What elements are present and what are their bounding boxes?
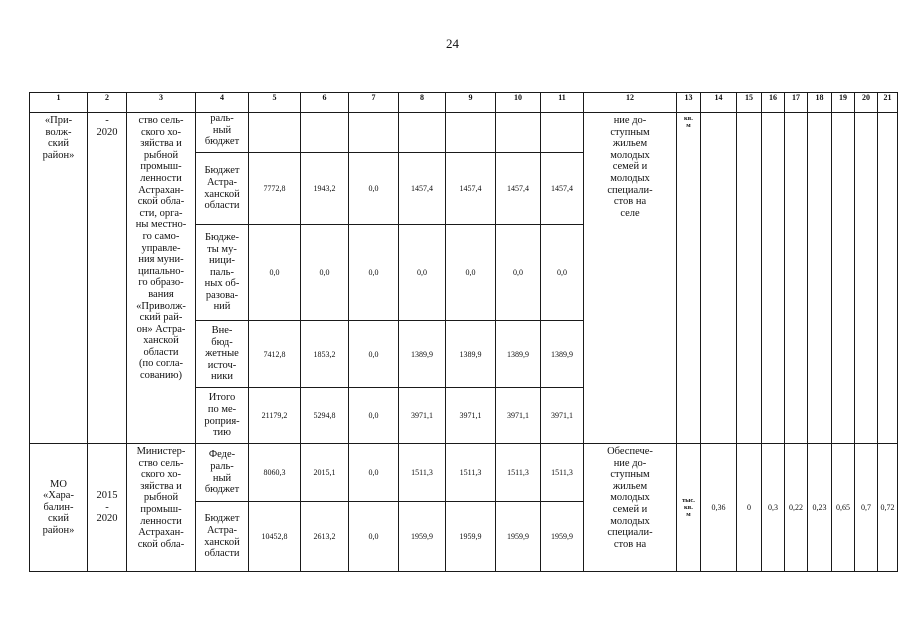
value-cell: 1959,9 [496, 502, 541, 572]
header-cell: 8 [399, 93, 446, 113]
header-cell: 1 [30, 93, 88, 113]
indicator-value-cell: 0,65 [832, 444, 855, 572]
header-cell: 6 [301, 93, 349, 113]
value-cell: 1511,3 [446, 444, 496, 502]
indicator-cell [701, 113, 737, 444]
indicator-cell [808, 113, 832, 444]
value-cell: 1943,2 [301, 153, 349, 225]
header-cell: 11 [541, 93, 584, 113]
value-cell: 1511,3 [399, 444, 446, 502]
value-cell: 0,0 [349, 388, 399, 444]
header-cell: 20 [855, 93, 878, 113]
indicator-value-cell: 0,22 [785, 444, 808, 572]
header-cell: 18 [808, 93, 832, 113]
unit-cell: тыс. кв. м [677, 444, 701, 572]
indicator-value-cell: 0,3 [762, 444, 785, 572]
value-cell: 1853,2 [301, 321, 349, 388]
value-cell: 0,0 [446, 225, 496, 321]
value-cell: 1959,9 [446, 502, 496, 572]
value-cell: 0,0 [541, 225, 584, 321]
value-cell: 1389,9 [446, 321, 496, 388]
value-cell: 3971,1 [541, 388, 584, 444]
header-cell: 12 [584, 93, 677, 113]
value-cell: 1959,9 [541, 502, 584, 572]
source-cell: Феде- раль- ный бюджет [196, 444, 249, 502]
header-cell: 15 [737, 93, 762, 113]
source-cell: Бюдже- ты му- ници- паль- ных об- разова- ний [196, 225, 249, 321]
value-cell: 2015,1 [301, 444, 349, 502]
value-cell [301, 113, 349, 153]
indicator-value-cell: 0 [737, 444, 762, 572]
indicator-name-cell: ние до- ступным жильем молодых семей и молодых специали- стов на селе [584, 113, 677, 444]
period-cell: 2015 - 2020 [88, 444, 127, 572]
indicator-cell [762, 113, 785, 444]
value-cell [349, 113, 399, 153]
source-cell: раль- ный бюджет [196, 113, 249, 153]
value-cell [446, 113, 496, 153]
value-cell: 1959,9 [399, 502, 446, 572]
indicator-cell [855, 113, 878, 444]
source-cell: Бюджет Астра- ханской области [196, 502, 249, 572]
indicator-cell [785, 113, 808, 444]
header-cell: 4 [196, 93, 249, 113]
indicator-value-cell: 0,36 [701, 444, 737, 572]
value-cell: 0,0 [349, 153, 399, 225]
value-cell: 0,0 [349, 321, 399, 388]
header-cell: 21 [878, 93, 898, 113]
value-cell: 0,0 [399, 225, 446, 321]
header-row [30, 93, 898, 113]
header-cell: 7 [349, 93, 399, 113]
value-cell: 1389,9 [496, 321, 541, 388]
indicator-cell [878, 113, 898, 444]
value-cell: 10452,8 [249, 502, 301, 572]
value-cell: 1389,9 [541, 321, 584, 388]
budget-table [29, 92, 898, 572]
value-cell: 1511,3 [541, 444, 584, 502]
header-cell: 17 [785, 93, 808, 113]
value-cell: 0,0 [349, 502, 399, 572]
period-cell: - 2020 [88, 113, 127, 444]
header-cell: 9 [446, 93, 496, 113]
value-cell: 1511,3 [496, 444, 541, 502]
value-cell: 8060,3 [249, 444, 301, 502]
value-cell: 3971,1 [496, 388, 541, 444]
header-cell: 10 [496, 93, 541, 113]
value-cell: 2613,2 [301, 502, 349, 572]
value-cell: 0,0 [301, 225, 349, 321]
district-cell: МО «Хара- балин- ский район» [30, 444, 88, 572]
unit-cell: кв. м [677, 113, 701, 444]
header-cell: 13 [677, 93, 701, 113]
value-cell: 1457,4 [496, 153, 541, 225]
header-cell: 16 [762, 93, 785, 113]
page-number: 24 [446, 36, 459, 51]
value-cell: 1457,4 [446, 153, 496, 225]
value-cell: 0,0 [496, 225, 541, 321]
value-cell: 1389,9 [399, 321, 446, 388]
value-cell: 3971,1 [446, 388, 496, 444]
source-cell: Бюджет Астра- ханской области [196, 153, 249, 225]
value-cell [249, 113, 301, 153]
header-cell: 19 [832, 93, 855, 113]
value-cell [399, 113, 446, 153]
executor-cell: ство сель- ского хо- зяйства и рыбной промыш- ленности Астрахан- ской обла- сти, орга- ны местно- го само- управле- ния муни- ципально- го образо- вания «Приволж- ский рай- он» Астра- ханской области (по согла- сованию) [127, 113, 196, 444]
header-cell: 5 [249, 93, 301, 113]
header-cell: 2 [88, 93, 127, 113]
indicator-cell [737, 113, 762, 444]
source-cell: Вне- бюд- жетные источ- ники [196, 321, 249, 388]
value-cell [496, 113, 541, 153]
executor-cell: Министер- ство сель- ского хо- зяйства и рыбной промыш- ленности Астрахан- ской обла- [127, 444, 196, 572]
value-cell: 1457,4 [541, 153, 584, 225]
table-row [30, 113, 898, 153]
value-cell: 3971,1 [399, 388, 446, 444]
value-cell: 7412,8 [249, 321, 301, 388]
value-cell: 21179,2 [249, 388, 301, 444]
value-cell: 5294,8 [301, 388, 349, 444]
value-cell: 7772,8 [249, 153, 301, 225]
indicator-value-cell: 0,72 [878, 444, 898, 572]
indicator-value-cell: 0,7 [855, 444, 878, 572]
indicator-name-cell: Обеспече- ние до- ступным жильем молодых семей и молодых специали- стов на [584, 444, 677, 572]
indicator-value-cell: 0,23 [808, 444, 832, 572]
header-cell: 14 [701, 93, 737, 113]
value-cell: 0,0 [349, 444, 399, 502]
source-cell: Итого по ме- роприя- тию [196, 388, 249, 444]
table-row [30, 444, 898, 502]
value-cell: 0,0 [349, 225, 399, 321]
value-cell [541, 113, 584, 153]
indicator-cell [832, 113, 855, 444]
header-cell: 3 [127, 93, 196, 113]
value-cell: 0,0 [249, 225, 301, 321]
value-cell: 1457,4 [399, 153, 446, 225]
district-cell: «При- волж- ский район» [30, 113, 88, 444]
